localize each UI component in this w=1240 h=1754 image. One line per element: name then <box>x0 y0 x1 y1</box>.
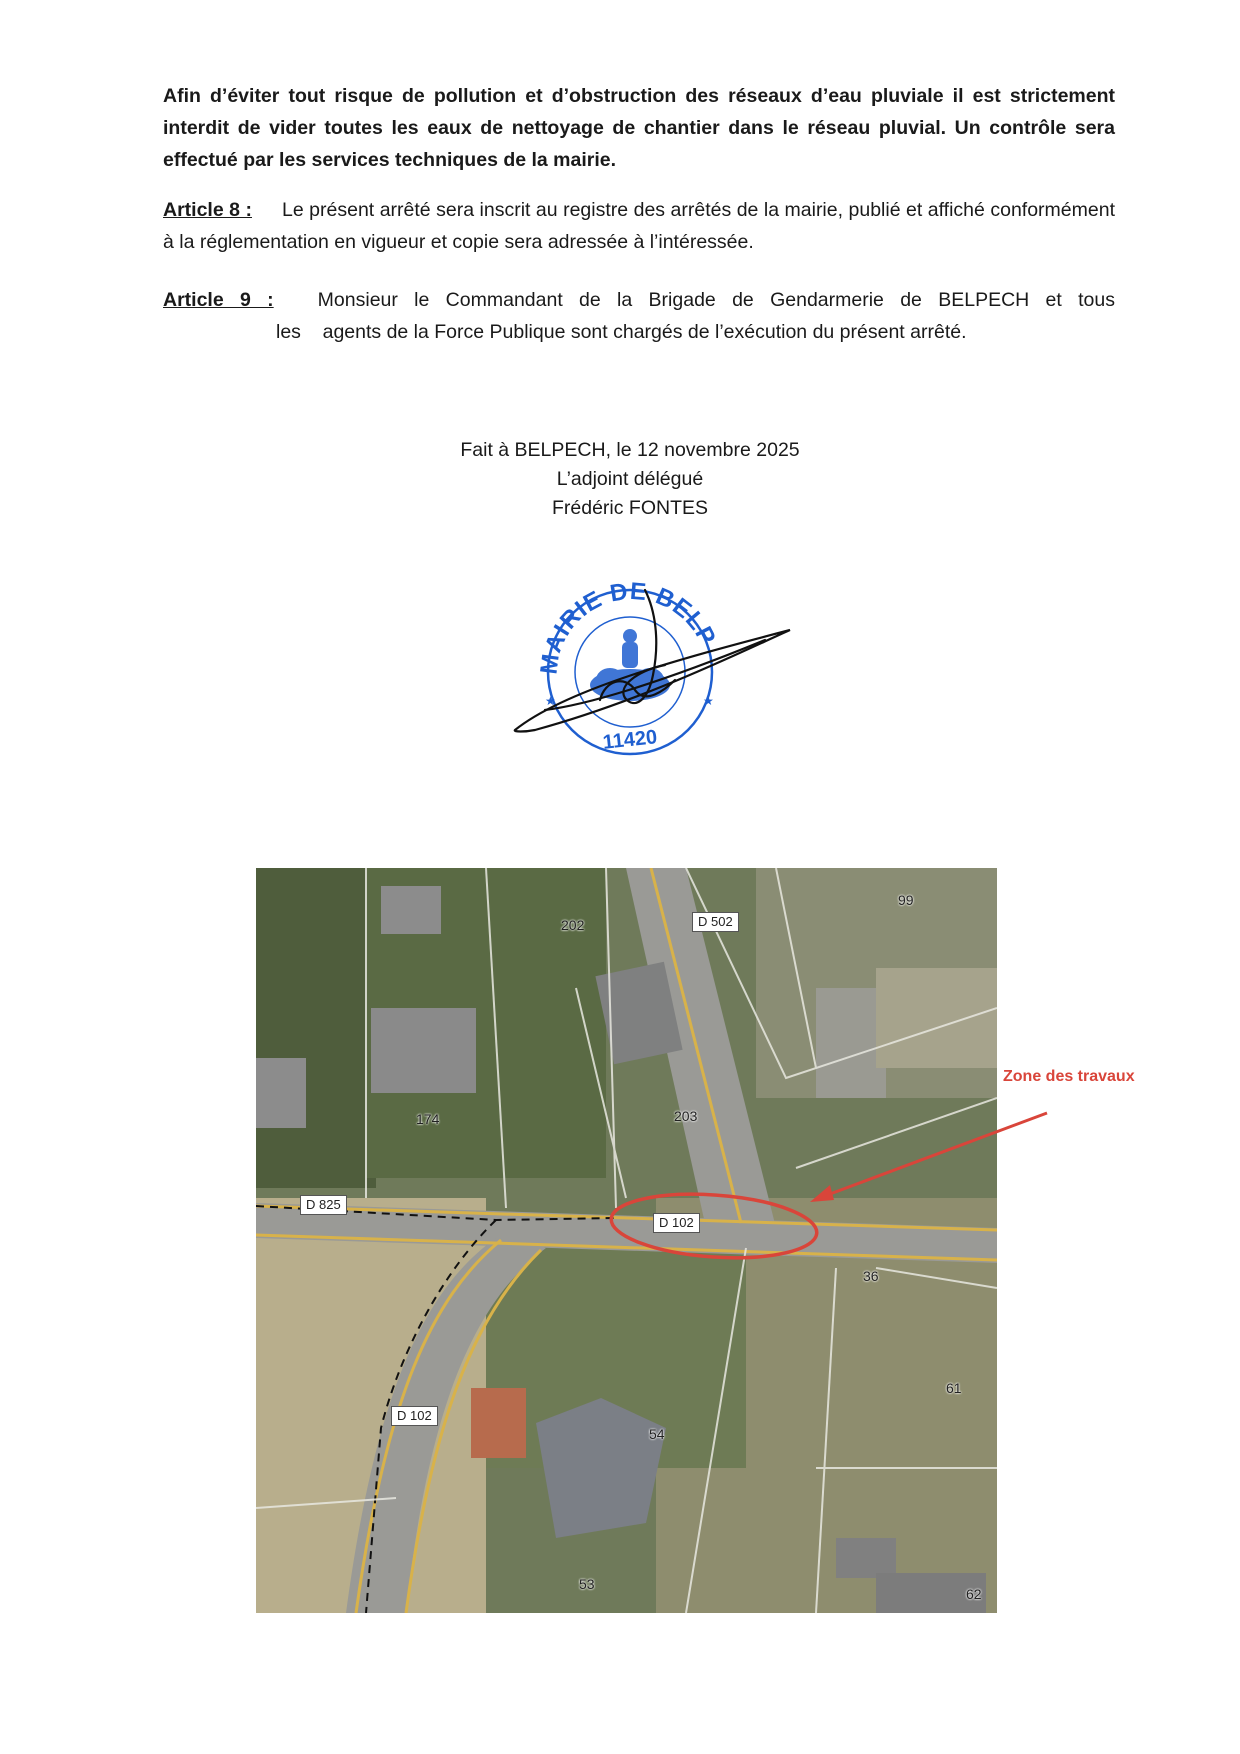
parcel-203: 203 <box>674 1108 698 1124</box>
svg-text:★: ★ <box>545 694 556 708</box>
parcel-61: 61 <box>946 1380 962 1396</box>
parcel-53: 53 <box>579 1576 595 1592</box>
svg-text:MAIRIE DE BELPECH: MAIRIE DE BELP <box>535 580 722 676</box>
signoff-name: Frédéric FONTES <box>551 497 709 519</box>
parcel-62: 62 <box>966 1586 982 1602</box>
road-label-d825: D 825 <box>300 1195 347 1215</box>
svg-text:11420: 11420 <box>601 726 659 754</box>
parcel-54: 54 <box>649 1426 665 1442</box>
svg-text:★: ★ <box>703 694 714 708</box>
article-8 <box>163 194 1115 258</box>
article-8-text: Le présent arrêté sera inscrit au registre des arrêtés de la mairie, publié et affiché conformément à la réglementation en vigueur et copie sera adressée à l’intéressée. <box>163 199 1115 253</box>
road-label-d102-south: D 102 <box>391 1406 438 1426</box>
zone-des-travaux-label: Zone des travaux <box>1003 1068 1135 1085</box>
parcel-202: 202 <box>561 917 585 933</box>
signoff-place-date: Fait à BELPECH, le 12 novembre 2025 <box>460 439 800 461</box>
article-9 <box>163 284 1115 348</box>
works-zone-ellipse <box>256 868 997 1613</box>
signoff-block <box>380 436 880 523</box>
parcel-99: 99 <box>898 892 914 908</box>
parcel-36: 36 <box>863 1268 879 1284</box>
zone-arrow-icon <box>800 1105 1060 1215</box>
signoff-role: L’adjoint délégué <box>556 468 704 490</box>
parcel-174: 174 <box>416 1111 440 1127</box>
article-9-line1: Monsieur le Commandant de la Brigade de Gendarmerie de BELPECH et tous <box>317 289 1115 311</box>
article-9-label: Article 9 : <box>163 289 274 311</box>
road-label-d102-east: D 102 <box>653 1213 700 1233</box>
mairie-stamp-and-signature <box>505 580 805 760</box>
article-9-line2: les agents de la Force Publique sont chargés de l’exécution du présent arrêté. <box>276 321 967 343</box>
stamp-seal-icon <box>505 580 805 760</box>
article-8-label: Article 8 : <box>163 199 252 221</box>
aerial-map <box>256 868 997 1613</box>
notice-paragraph: Afin d’éviter tout risque de pollution et d’obstruction des réseaux d’eau pluviale il est strictement interdit de vider toutes les eaux de nettoyage de chantier dans le réseau pluvial. Un contrôle sera effectué par les services techniques de la mairie. <box>163 85 1115 171</box>
road-label-d502: D 502 <box>692 912 739 932</box>
